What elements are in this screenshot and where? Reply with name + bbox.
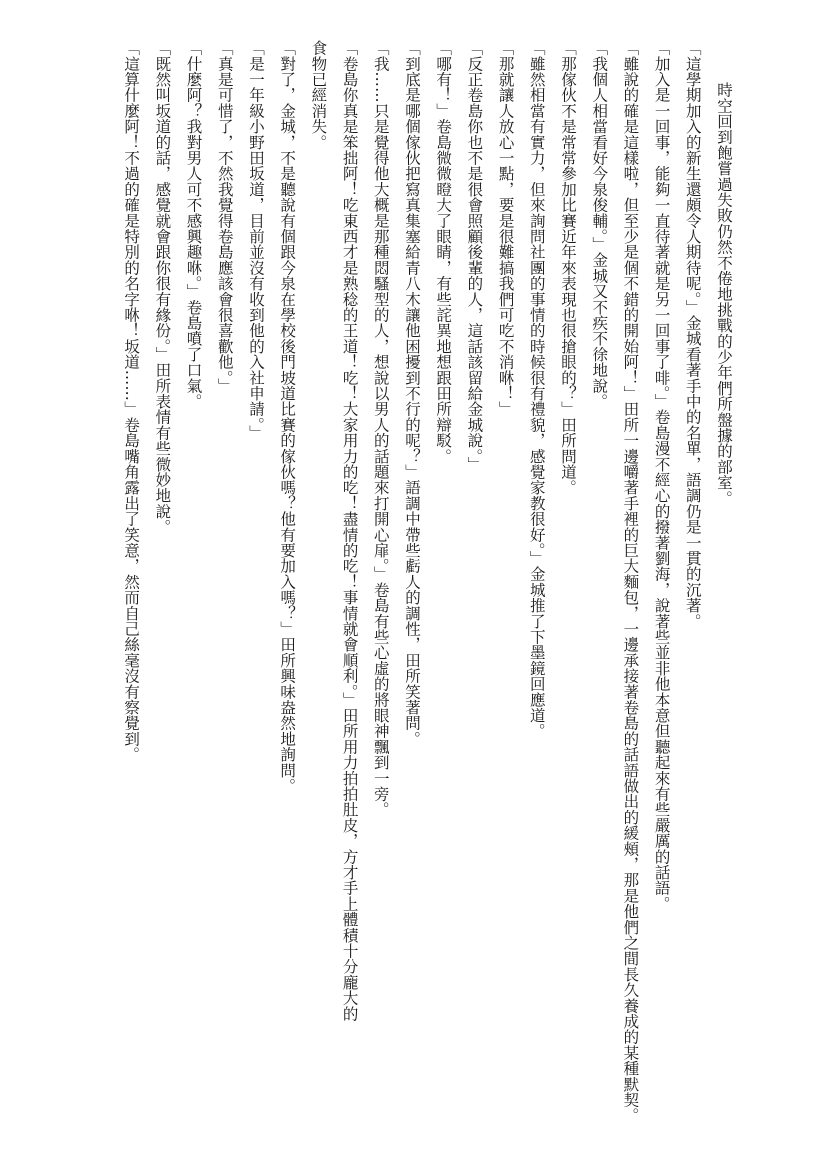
- paragraph-kinjou-polite: 「雖然相當有實力，但來詢問社團的事情的時候很有禮貌，感覺家教很好。」金城推了下墨鏡回應道。: [527, 40, 546, 739]
- paragraph-onoda: 「是一年級小野田坂道，目前並沒有收到他的入社申請。」: [246, 40, 265, 441]
- paragraph-relief: 「那就讓人放心一點，要是很難搞我們可吃不消咻！」: [496, 40, 515, 417]
- paragraph-makishima-stay: 「加入是一回事，能夠一直待著就是另一回事了啡。」卷島漫不經心的撥著劉海，說著些並非他本意但聽起來有些嚴厲的話語。: [652, 40, 671, 912]
- vertical-text-column-block: [115, 40, 739, 1160]
- paragraph-fate: 「既然叫坂道的話，感覺就會跟你很有緣份。」田所表情有些微妙地說。: [153, 40, 172, 535]
- paragraph-tadokoro-eat: 「卷島你真是笨拙阿！吃東西才是熟稔的王道！吃！大家用力的吃！盡情的吃！事情就會順利。」田所用力拍拍肚皮，方才手上體積十分龐大的: [340, 40, 359, 1022]
- paragraph-not-interested: 「什麼阿？我對男人可不感興趣咻。」卷島噴了口氣。: [184, 40, 203, 410]
- paragraph-tadokoro-question: 「那傢伙不是常常參加比賽近年來表現也很搶眼的？」田所問道。: [558, 40, 577, 496]
- paragraph-senpai-remark: 「反正卷島你也不是很會照顧後輩的人，這話該留給金城說。」: [465, 40, 484, 472]
- paragraph-food-gone: 食物已經消失。: [309, 40, 328, 150]
- paragraph-makishima-excuse: 「我……只是覺得他大概是那種悶騷型的人，想說以男人的話題來打開心扉。」卷島有些心虛的將眼神飄到一旁。: [371, 40, 390, 818]
- paragraph-tadokoro-good-start: 「雖說的確是這樣啦，但至少是個不錯的開始阿！」田所一邊嚼著手裡的巨大麵包，一邊承接著卷島的話語做出的緩頰，那是他們之間長久養成的某種默契。: [621, 40, 640, 1124]
- paragraph-slope-race: 「對了，金城，不是聽說有個跟今泉在學校後門坡道比賽的傢伙嗎？他有要加入嗎？」田所興味盎然地詢問。: [278, 40, 297, 794]
- paragraph-kinjou-new-members: 「這學期加入的新生還頗令人期待呢。」金城看著手中的名單，語調仍是一貫的沉著。: [683, 40, 702, 629]
- paragraph-makishima-protest: 「哪有！」卷島微微瞪大了眼睛，有些詫異地想跟田所辯駁。: [434, 40, 453, 464]
- paragraph-photobook: 「到底是哪個傢伙把寫真集塞給青八木讓他困擾到不行的呢？」語調中帶些虧人的調性，田所笑著問。: [402, 40, 421, 747]
- paragraph-scene-intro: 時空回到飽嘗過失敗仍然不倦地挑戰的少年們所盤據的部室。: [715, 82, 733, 506]
- paragraph-pity: 「真是可惜了，不然我覺得卷島應該會很喜歡他。」: [215, 40, 234, 394]
- paragraph-kinjou-imaizumi: 「我個人相當看好今泉俊輔。」金城又不疾不徐地說。: [590, 40, 609, 410]
- paragraph-sakamichi-smile: 「這算什麼阿！不過的確是特別的名字咻！坂道……」卷島嘴角露出了笑意，然而自己絲毫沒有察覺到。: [122, 40, 141, 763]
